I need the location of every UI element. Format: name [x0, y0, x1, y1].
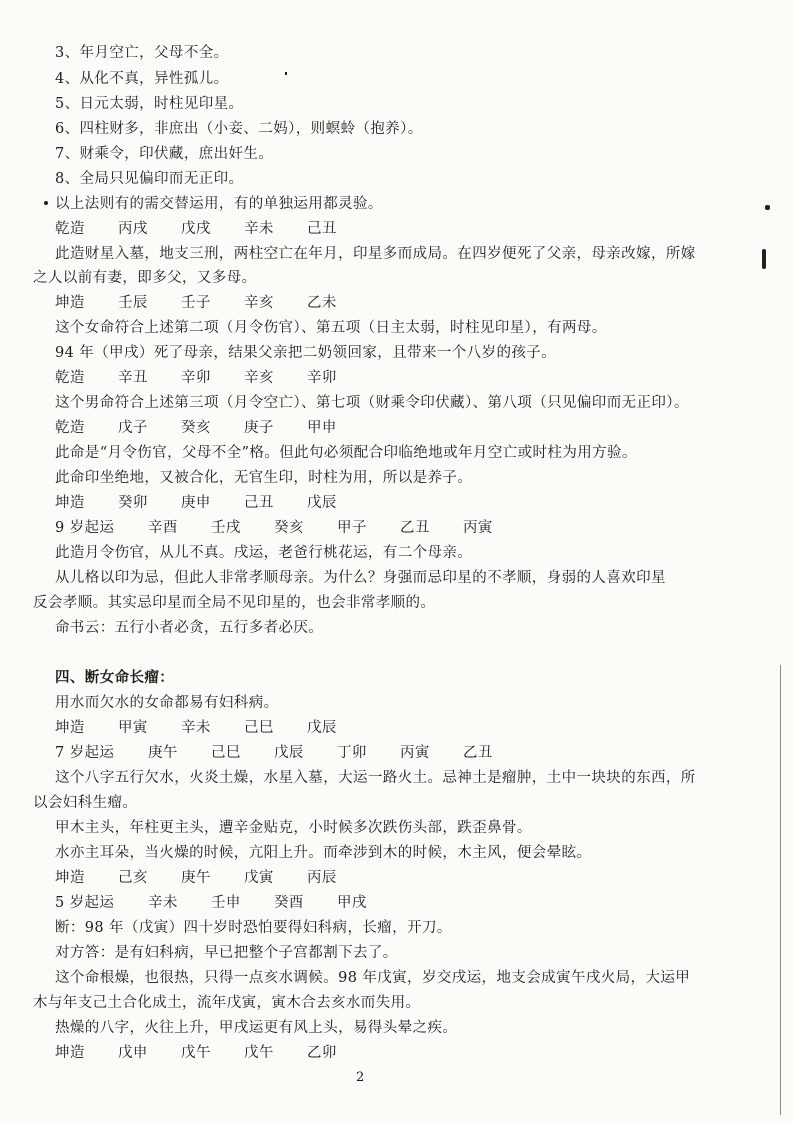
chart-cell: 戊辰 [307, 495, 337, 511]
chart-cell: 戊辰 [307, 720, 337, 736]
chart-cell: 癸亥 [181, 420, 211, 436]
text-line: 以上法则有的需交替运用，有的单独运用都灵验。 [55, 196, 383, 212]
chart-row [55, 494, 337, 512]
luck-row [55, 744, 493, 762]
chart-cell: 甲申 [307, 420, 337, 436]
luck-row [55, 894, 367, 912]
chart-cell: 坤造 [55, 295, 85, 311]
chart-cell: 坤造 [55, 870, 85, 886]
chart-cell: 坤造 [55, 495, 85, 511]
text-line: 5、日元太弱，时柱见印星。 [55, 96, 244, 112]
chart-cell: 丙辰 [307, 870, 337, 886]
chart-row [55, 419, 337, 437]
text-line: 对方答：是有妇科病，早已把整个子宫都割下去了。 [55, 945, 398, 961]
luck-cell: 甲子 [337, 520, 367, 536]
chart-cell: 己巳 [244, 720, 274, 736]
chart-cell: 戊子 [118, 420, 148, 436]
text-line: 94 年（甲戌）死了母亲，结果父亲把二奶领回家，且带来一个八岁的孩子。 [55, 345, 557, 361]
text-line: 用水而欠水的女命都易有妇科病。 [55, 695, 279, 711]
text-line: 6、四柱财多，非庶出（小妾、二妈），则螟蛉（抱养）。 [55, 121, 423, 137]
luck-cell: 癸亥 [274, 520, 304, 536]
text-line: 此命印坐绝地，又被合化，无官生印，时柱为用，所以是养子。 [55, 470, 473, 486]
text-line: 此命是“月令伤官，父母不全”格。但此句必须配合印临绝地或年月空亡或时柱为用方验。 [55, 445, 637, 461]
chart-cell: 戊午 [181, 1045, 211, 1061]
luck-row [55, 519, 493, 537]
luck-cell: 7 岁起运 [55, 745, 115, 761]
text-line: 命书云：五行小者必贪，五行多者必厌。 [55, 620, 324, 636]
chart-cell: 坤造 [55, 1045, 85, 1061]
text-line: 以会妇科生瘤。 [33, 795, 138, 811]
chart-cell: 己丑 [307, 221, 337, 237]
text-line: 反会孝顺。其实忌印星而全局不见印星的，也会非常孝顺的。 [33, 595, 436, 611]
luck-cell: 己巳 [211, 745, 241, 761]
chart-cell: 癸卯 [118, 495, 148, 511]
chart-cell: 辛丑 [118, 370, 148, 386]
text-line: 这个男命符合上述第三项（月令空亡）、第七项（财乘令印伏藏）、第八项（只见偏印而无正印）。 [55, 395, 689, 411]
luck-cell: 丙寅 [463, 520, 493, 536]
chart-cell: 甲寅 [118, 720, 148, 736]
luck-cell: 9 岁起运 [55, 520, 115, 536]
text-line: 热燥的八字，火往上升，甲戌运更有风上头，易得头晕之疾。 [55, 1020, 458, 1036]
luck-cell: 丁卯 [337, 745, 367, 761]
luck-cell: 辛酉 [148, 520, 178, 536]
chart-cell: 丙戌 [118, 221, 148, 237]
chart-cell: 壬子 [181, 295, 211, 311]
scan-edge-line [780, 665, 781, 1115]
luck-cell: 丙寅 [400, 745, 430, 761]
text-line: 3、年月空亡，父母不全。 [55, 45, 229, 61]
chart-cell: 己亥 [118, 870, 148, 886]
section-heading: 四、断女命长瘤： [55, 669, 175, 686]
scan-speck [285, 72, 287, 75]
luck-cell: 辛未 [148, 895, 178, 911]
chart-cell: 乾造 [55, 370, 85, 386]
chart-cell: 乾造 [55, 420, 85, 436]
scan-speck [765, 205, 770, 210]
luck-cell: 壬戌 [211, 520, 241, 536]
luck-cell: 庚午 [148, 745, 178, 761]
chart-cell: 辛卯 [307, 370, 337, 386]
chart-cell: 戊寅 [244, 870, 274, 886]
text-line: 从儿格以印为忌，但此人非常孝顺母亲。为什么？身强而忌印星的不孝顺，身弱的人喜欢印星 [55, 570, 666, 586]
luck-cell: 甲戌 [337, 895, 367, 911]
chart-row [55, 1044, 337, 1062]
chart-cell: 乙卯 [307, 1045, 337, 1061]
chart-row [55, 719, 337, 737]
luck-cell: 壬申 [211, 895, 241, 911]
chart-cell: 戊午 [244, 1045, 274, 1061]
chart-cell: 辛卯 [181, 370, 211, 386]
chart-cell: 辛未 [244, 221, 274, 237]
text-line: 之人以前有妻，即多父，又多母。 [33, 270, 257, 286]
text-line: 木与年支己土合化成土，流年戊寅，寅木合去亥水而失用。 [33, 995, 421, 1011]
chart-cell: 乾造 [55, 221, 85, 237]
chart-cell: 庚申 [181, 495, 211, 511]
luck-cell: 癸酉 [274, 895, 304, 911]
text-line: 水亦主耳朵，当火燥的时候，亢阳上升。而牵涉到木的时候，木主风，便会晕眩。 [55, 845, 592, 861]
chart-cell: 己丑 [244, 495, 274, 511]
text-line: 这个命根燥，也很热，只得一点亥水调候。98 年戊寅，岁交戌运，地支会成寅午戌火局，大运甲 [55, 970, 691, 986]
luck-cell: 乙丑 [463, 745, 493, 761]
page-number: 2 [356, 1070, 365, 1085]
text-line: 此造财星入墓，地支三刑，两柱空亡在年月，印星多而成局。在四岁便死了父亲，母亲改嫁，所嫁 [55, 246, 696, 262]
chart-cell: 辛亥 [244, 295, 274, 311]
chart-cell: 壬辰 [118, 295, 148, 311]
chart-cell: 庚子 [244, 420, 274, 436]
chart-cell: 庚午 [181, 870, 211, 886]
chart-row [55, 369, 337, 387]
chart-row [55, 294, 337, 312]
text-line: 4、从化不真，异性孤儿。 [55, 71, 229, 87]
scan-speck [44, 201, 48, 205]
scan-speck [762, 249, 766, 269]
luck-cell: 5 岁起运 [55, 895, 115, 911]
text-line: 8、全局只见偏印而无正印。 [55, 171, 244, 187]
luck-cell: 乙丑 [400, 520, 430, 536]
text-line: 甲木主头，年柱更主头，遭辛金贴克，小时候多次跌伤头部，跌歪鼻骨。 [55, 820, 532, 836]
chart-cell: 坤造 [55, 720, 85, 736]
text-line: 这个八字五行欠水，火炎土燥，水星入墓，大运一路火土。忌神土是瘤肿，土中一块块的东西，所 [55, 770, 696, 786]
text-line: 断：98 年（戊寅）四十岁时恐怕要得妇科病，长瘤，开刀。 [55, 920, 452, 936]
text-line: 此造月令伤官，从儿不真。戌运，老爸行桃花运，有二个母亲。 [55, 545, 473, 561]
text-line: 这个女命符合上述第二项（月令伤官）、第五项（日主太弱，时柱见印星），有两母。 [55, 320, 607, 336]
chart-cell: 戊戌 [181, 221, 211, 237]
chart-cell: 辛亥 [244, 370, 274, 386]
luck-cell: 戊辰 [274, 745, 304, 761]
chart-row [55, 220, 337, 238]
text-line: 7、财乘令，印伏藏，庶出奸生。 [55, 146, 274, 162]
chart-cell: 戊申 [118, 1045, 148, 1061]
chart-row [55, 869, 337, 887]
chart-cell: 辛未 [181, 720, 211, 736]
chart-cell: 乙未 [307, 295, 337, 311]
